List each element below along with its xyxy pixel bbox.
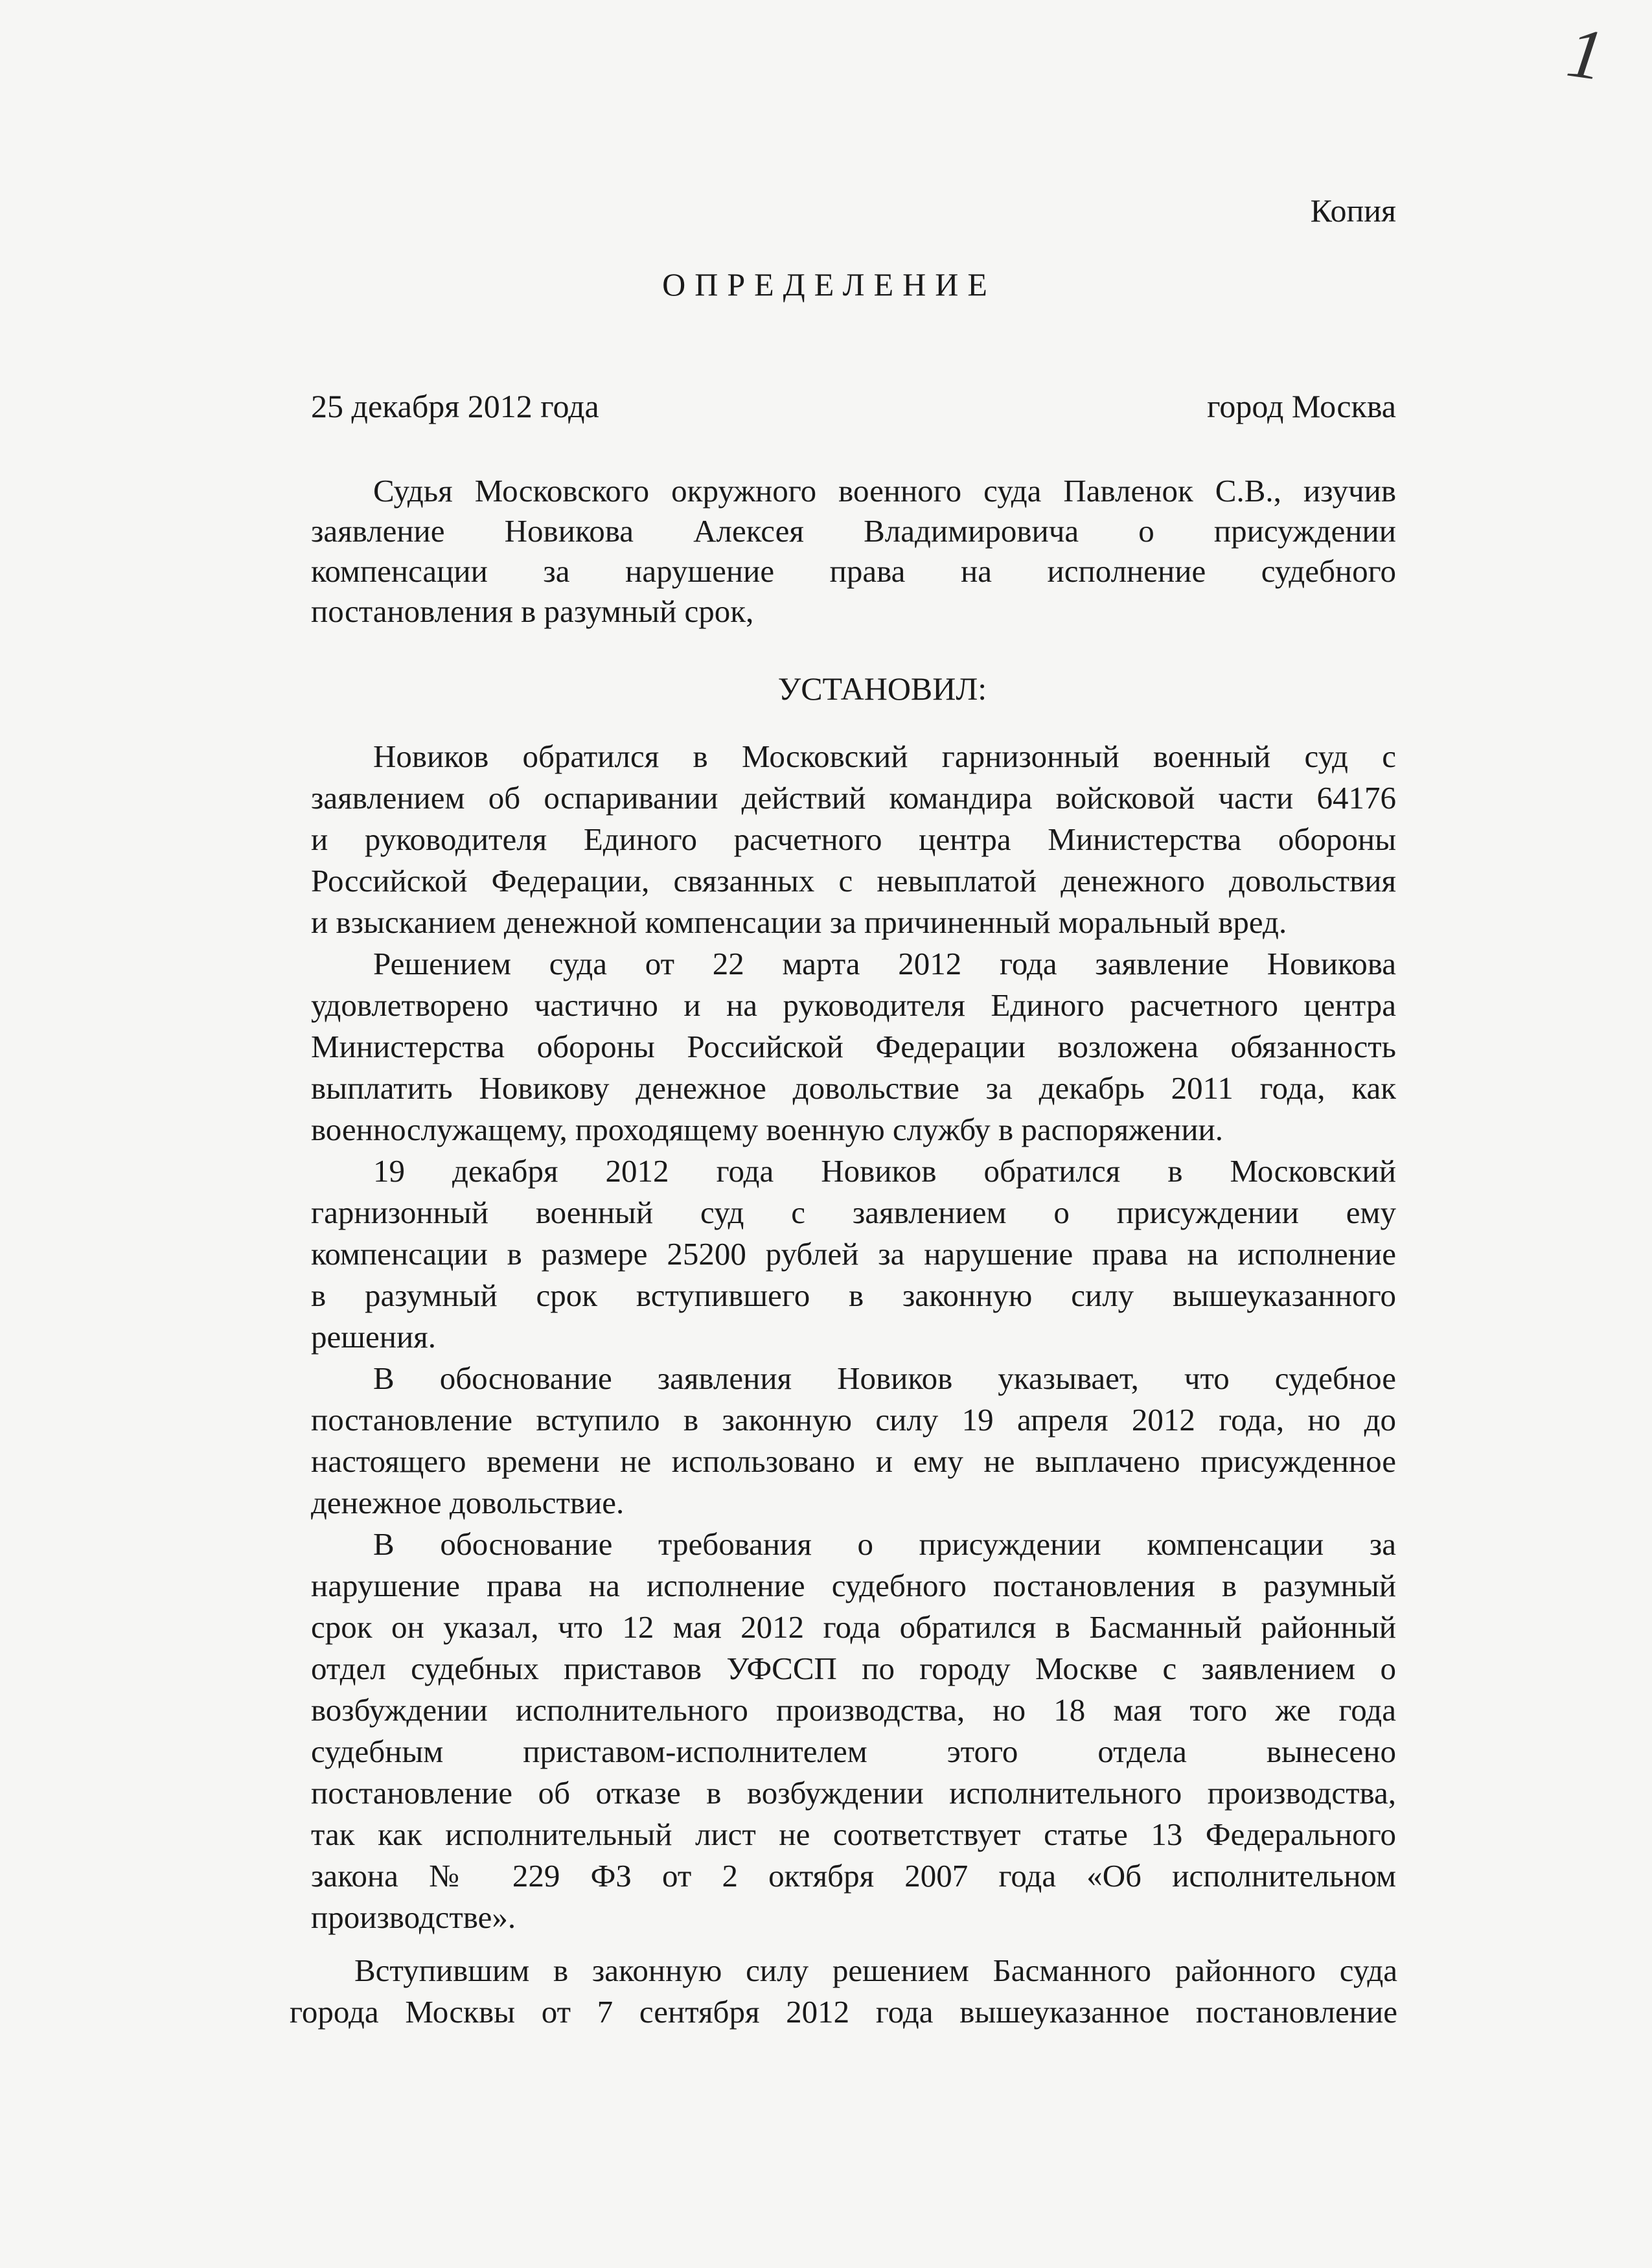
handwritten-page-number: 1 [1562, 12, 1609, 96]
paragraph [311, 1524, 1396, 1938]
text-line: удовлетворено частично и на руководителя Единого расчетного центра [311, 987, 1396, 1023]
text-line: В обоснование заявления Новиков указывает, что судебное [373, 1360, 1396, 1396]
paragraph [311, 1358, 1396, 1524]
body-text [290, 736, 1397, 2033]
text-line: Министерства обороны Российской Федерации возложена обязанность [311, 1029, 1396, 1064]
paragraph-gap [311, 1938, 1396, 1950]
text-line: постановления в разумный срок, [311, 593, 754, 629]
paragraph [290, 1950, 1397, 2033]
text-line: заявление Новикова Алексея Владимировича о присуждении [311, 513, 1396, 549]
text-line: судебным приставом-исполнителем этого отдела вынесено [311, 1734, 1396, 1769]
text-line: так как исполнительный лист не соответствует статье 13 Федерального [311, 1816, 1396, 1852]
text-line: решения. [311, 1319, 436, 1355]
text-line: Решением суда от 22 марта 2012 года заявление Новикова [373, 946, 1396, 981]
text-line: Российской Федерации, связанных с невыплатой денежного довольствия [311, 863, 1396, 899]
text-line: заявлением об оспаривании действий командира войсковой части 64176 [311, 780, 1396, 816]
text-line: выплатить Новикову денежное довольствие за декабрь 2011 года, как [311, 1070, 1396, 1106]
text-line: и взысканием денежной компенсации за причиненный моральный вред. [311, 904, 1287, 940]
paragraph [311, 471, 1396, 632]
paragraph [311, 736, 1396, 943]
text-line: постановление вступило в законную силу 19 апреля 2012 года, но до [311, 1402, 1396, 1438]
text-line: и руководителя Единого расчетного центра Министерства обороны [311, 821, 1396, 857]
text-line: города Москвы от 7 сентября 2012 года вышеуказанное постановление [290, 1994, 1397, 2030]
text-line: Новиков обратился в Московский гарнизонный военный суд с [373, 739, 1396, 774]
text-line: гарнизонный военный суд с заявлением о присуждении ему [311, 1195, 1396, 1230]
text-line: в разумный срок вступившего в законную силу вышеуказанного [311, 1277, 1396, 1313]
text-line: В обоснование требования о присуждении компенсации за [373, 1526, 1396, 1562]
text-line: нарушение права на исполнение судебного постановления в разумный [311, 1568, 1396, 1603]
text-line: компенсации за нарушение права на исполнение судебного [311, 553, 1396, 589]
intro-paragraph [311, 471, 1396, 632]
document-date: 25 декабря 2012 года [311, 388, 599, 424]
text-line: военнослужащему, проходящему военную службу в распоряжении. [311, 1112, 1224, 1147]
text-line: Судья Московского окружного военного суда Павленок С.В., изучив [373, 473, 1396, 509]
text-line: 19 декабря 2012 года Новиков обратился в Московский [373, 1153, 1396, 1189]
text-line: настоящего времени не использовано и ему не выплачено присужденное [311, 1443, 1396, 1479]
document-city: город Москва [1207, 388, 1396, 424]
text-line: отдел судебных приставов УФССП по городу Москве с заявлением о [311, 1651, 1396, 1686]
text-line: закона № 229 ФЗ от 2 октября 2007 года «Об исполнительном [311, 1858, 1396, 1894]
text-line: возбуждении исполнительного производства, но 18 мая того же года [311, 1692, 1396, 1728]
paragraph [311, 943, 1396, 1151]
text-line: компенсации в размере 25200 рублей за нарушение права на исполнение [311, 1236, 1396, 1272]
text-line: Вступившим в законную силу решением Басманного районного суда [354, 1953, 1397, 1988]
copy-mark: Копия [1310, 192, 1396, 229]
section-heading: УСТАНОВИЛ: [777, 670, 987, 707]
final-paragraph [290, 1950, 1397, 2033]
document-title: ОПРЕДЕЛЕНИЕ [662, 266, 996, 303]
text-line: денежное довольствие. [311, 1485, 625, 1520]
text-line: постановление об отказе в возбуждении исполнительного производства, [311, 1775, 1396, 1811]
text-line: срок он указал, что 12 мая 2012 года обратился в Басманный районный [311, 1609, 1396, 1645]
paragraph [311, 1151, 1396, 1358]
date-place-line [311, 387, 1396, 425]
text-line: производстве». [311, 1899, 516, 1935]
